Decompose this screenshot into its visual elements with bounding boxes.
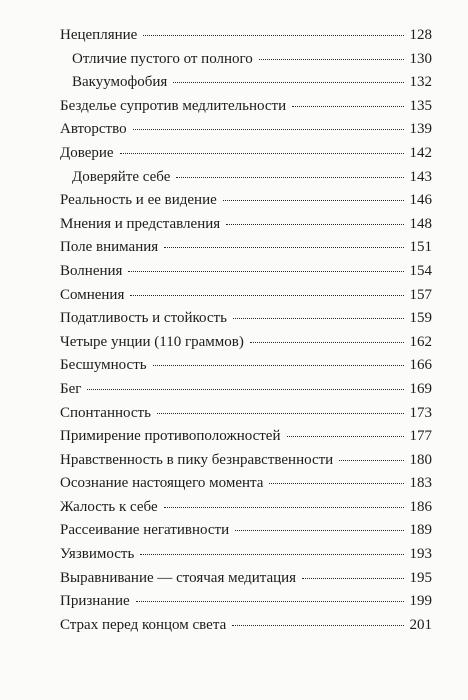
toc-entry-page: 166 [409, 357, 432, 374]
dot-leader [120, 153, 404, 154]
toc-entry-page: 143 [409, 168, 432, 185]
toc-subentry [60, 48, 432, 72]
toc-subentry [60, 166, 432, 190]
dot-leader [292, 106, 403, 107]
dot-leader [233, 318, 404, 319]
toc-entry-page: 189 [409, 522, 432, 539]
dot-leader [226, 224, 403, 225]
toc-entry-title: Выравнивание — стоячая медитация [60, 569, 297, 586]
toc-entry-title: Бег [60, 380, 82, 397]
toc-entry-title: Рассеивание негативности [60, 522, 230, 539]
dot-leader [176, 177, 403, 178]
dot-leader [130, 295, 403, 296]
toc-entry-page: 162 [409, 333, 432, 350]
dot-leader [153, 365, 404, 366]
dot-leader [136, 601, 404, 602]
toc-entry-title: Страх перед концом света [60, 616, 227, 633]
toc-entry-title: Поле внимания [60, 239, 159, 256]
toc-entry-page: 180 [409, 451, 432, 468]
toc-entry [60, 472, 432, 496]
toc-entry-title: Сомнения [60, 286, 125, 303]
dot-leader [235, 530, 403, 531]
toc-entry-title: Авторство [60, 121, 127, 138]
toc-entry-title: Жалость к себе [60, 498, 158, 515]
toc-entry [60, 307, 432, 331]
toc-entry-title: Доверяйте себе [72, 168, 171, 185]
toc-entry-page: 148 [409, 215, 432, 232]
toc-entry-title: Нецепляние [60, 27, 138, 43]
toc-entry-page: 151 [409, 239, 432, 256]
toc-entry [60, 118, 432, 142]
toc-entry-title: Бесшумность [60, 357, 147, 374]
toc-entry-title: Осознание настоящего момента [60, 475, 264, 492]
toc-entry [60, 543, 432, 567]
toc-entry-page: 183 [409, 475, 432, 492]
dot-leader [143, 35, 403, 36]
toc-entry-title: Спонтанность [60, 404, 151, 421]
dot-leader [269, 483, 403, 484]
dot-leader [223, 200, 404, 201]
toc-entry [60, 95, 432, 119]
dot-leader [164, 247, 403, 248]
toc-entry [60, 331, 432, 355]
dot-leader [133, 129, 404, 130]
toc-entry-page: 193 [409, 546, 432, 563]
dot-leader [250, 342, 404, 343]
toc-entry-title: Безделье супротив медлительности [60, 97, 287, 114]
toc-entry [60, 425, 432, 449]
toc-entry [60, 496, 432, 520]
toc-entry-page: 142 [409, 144, 432, 161]
toc-entry-title: Нравственность в пику безнравственности [60, 451, 334, 468]
toc-entry-page: 195 [409, 569, 432, 586]
toc-entry-page: 135 [409, 97, 432, 114]
toc-entry-title: Признание [60, 593, 130, 610]
toc-entry-page: 128 [409, 27, 432, 43]
toc-entry [60, 236, 432, 260]
toc-entry-title: Вакуумофобия [72, 74, 168, 91]
toc-entry-page: 139 [409, 121, 432, 138]
toc-entry-page: 157 [409, 286, 432, 303]
toc-entry-page: 201 [409, 616, 432, 633]
dot-leader [164, 507, 404, 508]
dot-leader [287, 436, 404, 437]
toc-entry-title: Примирение противоположностей [60, 428, 281, 445]
toc-entry [60, 213, 432, 237]
toc-entry-title: Мнения и представления [60, 215, 221, 232]
toc-entry-page: 169 [409, 380, 432, 397]
dot-leader [140, 554, 403, 555]
dot-leader [173, 82, 403, 83]
toc-entry-page: 177 [409, 428, 432, 445]
toc-entry-title: Отличие пустого от полного [72, 50, 253, 67]
toc-entry [60, 567, 432, 591]
toc-entry [60, 590, 432, 614]
toc-entry-page: 186 [409, 498, 432, 515]
dot-leader [339, 460, 403, 461]
toc-entry [60, 402, 432, 426]
toc-entry-title: Податливость и стойкость [60, 310, 227, 327]
toc-entry-page: 132 [409, 74, 432, 91]
toc-entry-page: 154 [409, 262, 432, 279]
toc-subentry [60, 71, 432, 95]
dot-leader [128, 271, 403, 272]
toc-entry-page: 130 [409, 50, 432, 67]
toc-entry [60, 378, 432, 402]
toc-entry [60, 449, 432, 473]
dot-leader [157, 413, 404, 414]
toc-entry [60, 354, 432, 378]
toc-entry-page: 173 [409, 404, 432, 421]
dot-leader [87, 389, 403, 390]
toc-entry-title: Доверие [60, 144, 114, 161]
table-of-contents [60, 24, 432, 637]
toc-entry [60, 24, 432, 48]
toc-entry-title: Уязвимость [60, 546, 135, 563]
toc-entry-title: Четыре унции (110 граммов) [60, 333, 244, 350]
toc-entry-page: 159 [409, 310, 432, 327]
toc-entry [60, 260, 432, 284]
dot-leader [259, 59, 404, 60]
toc-entry-page: 146 [409, 192, 432, 209]
toc-entry-title: Волнения [60, 262, 123, 279]
toc-entry-page: 199 [409, 593, 432, 610]
toc-entry-title: Реальность и ее видение [60, 192, 217, 209]
toc-entry [60, 189, 432, 213]
toc-entry [60, 614, 432, 638]
dot-leader [302, 578, 403, 579]
toc-entry [60, 142, 432, 166]
toc-entry [60, 519, 432, 543]
toc-entry [60, 284, 432, 308]
dot-leader [232, 625, 403, 626]
